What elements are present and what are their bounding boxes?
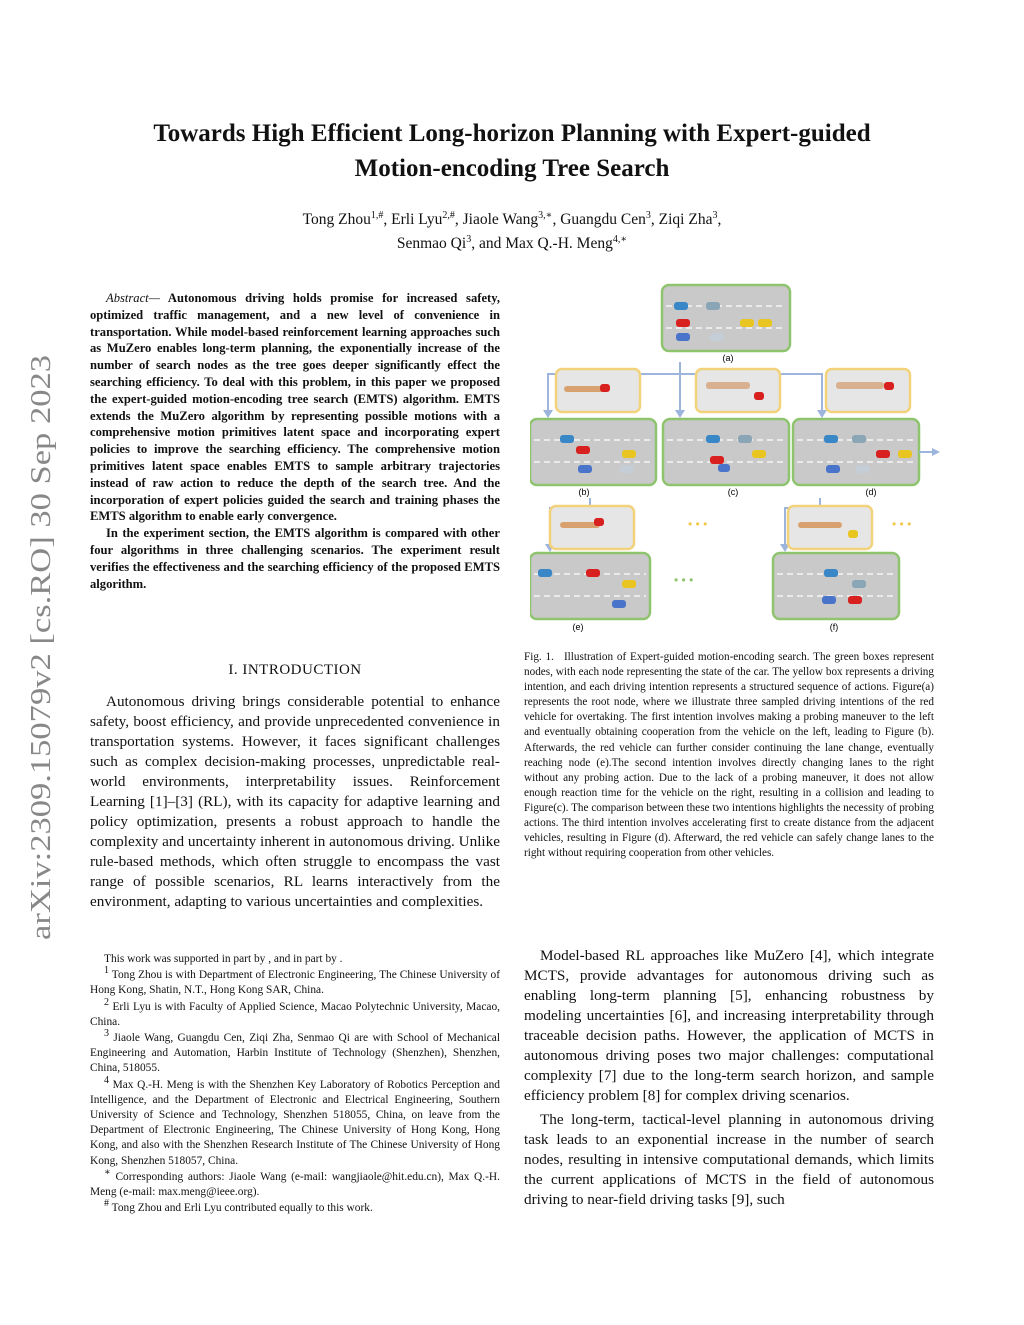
section-heading-introduction: I. INTRODUCTION: [228, 662, 362, 678]
arxiv-identifier: [18, 350, 60, 950]
footnote-2: [90, 996, 500, 1030]
right-paragraph-2: The long-term, tactical-level planning in autonomous driving task leads to an exponential increase in the number of search nodes, resulting in intensive computational demands, which limits the current applications of MCTS in the field of autonomous driving to near-field driving tasks [9], such: [524, 1111, 934, 1208]
footnote-text: Jiaole Wang, Guangdu Cen, Ziqi Zha, Senmao Qi are with School of Mechanical Engineering and Automation, Harbin Institute of Technology (Shenzhen), Shenzhen, China, 518055.: [90, 1032, 500, 1075]
author-name: Max Q.-H. Meng: [505, 235, 613, 252]
figure-1-tree-diagram: [530, 282, 950, 642]
label-a: (a): [722, 353, 734, 363]
intention-5: [788, 506, 872, 549]
author-line-2: [100, 232, 924, 256]
abstract-paragraph-1: Abstract— Autonomous driving holds promise for increased safety, optimized traffic management, and a new level of convenience in transportation. While model-based reinforcement learning approaches such as MuZero enables long-term planning, the exponentially increase of the number of search nodes as the tree goes deeper significantly effect the searching efficiency. To deal with this problem, in this paper we proposed the expert-guided motion-encoding tree search (EMTS) algorithm. EMTS extends the MuZero algorithm by representing possible motions with a comprehensive motion primitives latent space and incorporating expert policies to improve the searching efficiency. The comprehensive motion primitives latent space enables EMTS to sample arbitrary trajectories instead of raw action to reduce the depth of the search tree. And the incorporation of expert policies guided the search and training phases the EMTS algorithm to enable early convergence.: [90, 291, 500, 524]
intention-1: [556, 369, 640, 412]
intro-paragraph-1: Autonomous driving brings considerable potential to enhance safety, boost efficiency, and provide unprecedented convenience in transportation systems. However, it faces significant challenges such as complex decision-making processes, unpredictable real-world environments, interpretability issues. Reinforcement Learning [1]–[3] (RL), with its capacity for adaptive learning and policy optimization, presents a robust approach to handle the complexity and uncertainty inherent in autonomous driving. Unlike rule-based methods, which often struggle to encompass the vast range of possible scenarios, RL learns interactively from the environment, adapting to various uncertainties and complexities.: [90, 693, 500, 910]
footnotes: [90, 952, 500, 1217]
author-sep: ,: [650, 211, 659, 228]
car-icon: [706, 302, 720, 310]
label-d: (d): [865, 487, 877, 497]
car-icon: [676, 333, 690, 341]
footnote-text: Erli Lyu is with Faculty of Applied Science, Macao Polytechnic University, Macao, China.: [90, 1000, 500, 1028]
author-affil: 2,#: [442, 209, 455, 221]
title-line-2: Motion-encoding Tree Search: [354, 155, 670, 182]
label-e: (e): [572, 622, 584, 632]
ellipsis-3: • • •: [674, 573, 694, 587]
footnote-1: [90, 965, 500, 998]
ego-car-icon: [884, 382, 894, 390]
tree-diagram-svg: [530, 282, 950, 642]
ego-car-icon: [676, 319, 690, 327]
label-f: (f): [829, 622, 839, 632]
footnote-3: [90, 1028, 500, 1077]
author-sep: , and: [471, 235, 506, 252]
footnote-support: This work was supported in part by , and in part by .: [104, 953, 343, 965]
ego-car-icon: [600, 384, 610, 392]
label-c: (c): [727, 487, 739, 497]
node-f: [773, 553, 899, 619]
footnote-marker: 2: [104, 996, 109, 1008]
author-sep: ,: [552, 211, 561, 228]
footnote-marker: #: [104, 1198, 109, 1210]
footnote-equal: [90, 1198, 500, 1216]
footnote-text: Tong Zhou and Erli Lyu contributed equally to this work.: [111, 1202, 373, 1215]
abstract-label: Abstract: [106, 291, 149, 305]
author-affil: 3: [712, 209, 718, 221]
ego-car-icon: [754, 392, 764, 400]
node-c: [663, 419, 789, 485]
footnote-marker: 3: [104, 1028, 109, 1040]
node-d: [793, 419, 940, 485]
author-list: [100, 208, 924, 256]
figure-1-caption: [524, 650, 934, 861]
author-sep: ,: [383, 211, 392, 228]
intention-4: [550, 506, 634, 549]
author-affil: 3: [645, 209, 651, 221]
author-sep: ,: [717, 211, 722, 228]
author-affil: 3,∗: [538, 209, 553, 221]
footnote-text: Tong Zhou is with Department of Electronic Engineering, The Chinese University of Hong Kong, Shatin, N.T., Hong Kong SAR, China.: [90, 969, 500, 997]
author-name: Jiaole Wang: [462, 211, 539, 228]
footnote-marker: 4: [104, 1074, 109, 1086]
author-line-1: [100, 208, 924, 232]
node-b: [530, 419, 656, 485]
author-name: Senmao Qi: [396, 235, 467, 252]
footnote-marker: 1: [104, 965, 109, 977]
footnote-corresponding: [90, 1167, 500, 1200]
title-line-1: Towards High Efficient Long-horizon Planning with Expert-guided: [153, 120, 871, 147]
introduction-body: [90, 692, 500, 912]
intention-3: [826, 369, 910, 412]
abstract-text-1: Autonomous driving holds promise for increased safety, optimized traffic management, and a new level of convenience in transportation. While model-based reinforcement learning approaches such as MuZero enables long-term planning, the exponentially increase of the number of search nodes as the tree goes deeper significantly effect the searching efficiency. To deal with this problem, in this paper we proposed the expert-guided motion-encoding tree search (EMTS) algorithm. EMTS extends the MuZero algorithm by representing possible motions with a comprehensive motion primitives latent space and incorporating expert policies to improve the searching efficiency. The comprehensive motion primitives latent space enables EMTS to sample arbitrary trajectories instead of raw action to reduce the depth of the search tree. And the incorporation of expert policies guided the search and training phases the EMTS algorithm to enable early convergence.: [90, 291, 500, 524]
right-paragraph-1: Model-based RL approaches like MuZero [4], which integrate MCTS, provide advantages for autonomous driving such as enabling long-term planning [5], enhancing robustness by modeling uncertainties [6], and increasing interpretability through traceable decision paths. However, the application of MCTS in autonomous driving poses two major challenges: computational complexity [7] due to the long-term search horizon, and sample efficiency problem [8] for complex driving scenarios.: [524, 947, 934, 1104]
ellipsis-2: • • •: [892, 517, 912, 531]
paper-title: [100, 116, 924, 186]
ellipsis-1: • • •: [688, 517, 708, 531]
node-a: [662, 285, 790, 351]
footnote-4: [90, 1074, 500, 1169]
author-sep: ,: [454, 211, 463, 228]
footnote-text: Max Q.-H. Meng is with the Shenzhen Key Laboratory of Robotics Perception and Intelligence, and the Department of Electronic and Electrical Engineering, Southern University of Science and Technology, Shenzhen 518055, China, on leave from the Department of Electronic Engineering, The Chinese University of Hong Kong, Hong Kong, and also with the Shenzhen Research Institute of The Chinese University of Hong Kong, Shenzhen 518057, China.: [90, 1078, 500, 1167]
intention-2: [696, 369, 780, 412]
author-name: Ziqi Zha: [658, 211, 713, 228]
right-column-body: [524, 946, 934, 1210]
author-affil: 1,#: [370, 209, 384, 221]
author-name: Guangdu Cen: [560, 211, 646, 228]
caption-text: Illustration of Expert-guided motion-encoding search. The green boxes represent nodes, with each node representing the state of the car. The yellow box represents a driving intention, and each driving intention represents a structured sequence of actions. Figure(a) represents the root node, where we illustrate three sampled driving intentions of the red vehicle for overtaking. The first intention involves making a probing maneuver to the left and eventually obtaining cooperation from the vehicle on the left, leading to Figure (b). Afterwards, the red vehicle can further consider continuing the lane change, eventually reaching node (e).The second intention involves directly changing lanes to the right without any probing action. Due to the lack of a probing maneuver, it does not allow enough reaction time for the vehicle on the right, resulting in a collision and leading to Figure(c). The comparison between these two intentions highlights the necessity of probing actions. The third intention involves accelerating first to create distance from the adjacent vehicles, resulting in Figure (d). Afterward, the red vehicle can safely change lanes to the right without requiring cooperation from other vehicles.: [524, 651, 934, 860]
abstract-paragraph-2: In the experiment section, the EMTS algorithm is compared with other four algorithms in three challenging scenarios. The experiment result verifies the effectiveness and the searching efficiency of the proposed EMTS algorithm.: [90, 526, 500, 591]
footnote-text: Corresponding authors: Jiaole Wang (e-mail: wangjiaole@hit.edu.cn), Max Q.-H. Meng (e-mail: max.meng@ieee.org).: [90, 1170, 500, 1199]
author-affil: 4,∗: [612, 233, 628, 245]
abstract: [90, 290, 500, 592]
label-b: (b): [578, 487, 590, 497]
author-affil: 3: [466, 233, 472, 245]
caption-number: Fig. 1.: [524, 651, 554, 663]
car-icon: [674, 302, 688, 310]
author-name: Tong Zhou: [302, 211, 371, 228]
node-e: [530, 553, 650, 619]
car-icon: [710, 333, 724, 341]
trajectory-marker: [706, 382, 750, 389]
author-name: Erli Lyu: [391, 211, 443, 228]
car-icon: [740, 319, 754, 327]
car-icon: [758, 319, 772, 327]
trajectory-marker: [836, 382, 884, 389]
footnote-marker: ∗: [104, 1167, 111, 1179]
arxiv-id-text: arXiv:2309.15079v2 [cs.RO] 30 Sep 2023: [25, 448, 57, 940]
